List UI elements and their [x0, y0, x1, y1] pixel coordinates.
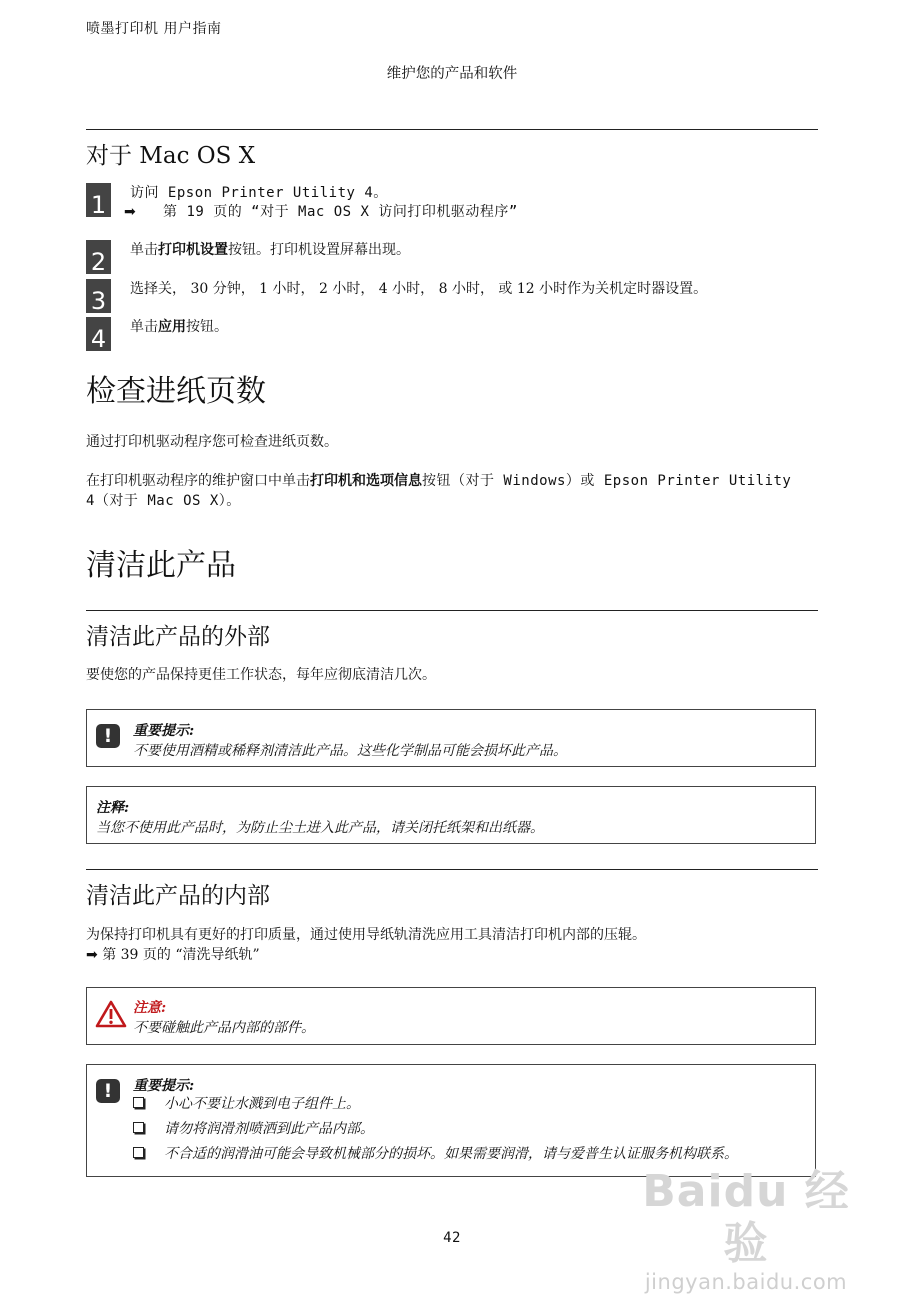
checkbox-bullet-icon: [133, 1122, 144, 1133]
section-title-mac: 对于 Mac OS X: [86, 143, 256, 169]
cross-reference-link[interactable]: 第 39 页的 “清洗导纸轨”: [102, 947, 260, 963]
paragraph-part: 在打印机驱动程序的维护窗口中单击: [86, 473, 310, 489]
important-notice-box: [86, 1064, 816, 1177]
exclamation-icon: !: [96, 1079, 120, 1103]
watermark-brand: Baidu 经验: [642, 1166, 850, 1269]
paragraph-part: 按钮（对于 Windows）或 Epson Printer Utility: [422, 473, 792, 489]
step-number: 2: [86, 240, 111, 274]
ui-term-printer-option-info: 打印机和选项信息: [310, 473, 422, 489]
step-text: [124, 184, 820, 222]
arrow-right-icon: ➡: [124, 204, 137, 220]
step-4-text: [130, 318, 820, 337]
note-text: 当您不使用此产品时，为防止尘土进入此产品，请关闭托纸架和出纸器。: [96, 820, 544, 836]
section-title-check-pages: 检查进纸页数: [86, 374, 266, 409]
chapter-title: 维护您的产品和软件: [386, 66, 518, 82]
step-3-text: 选择关， 30 分钟， 1 小时， 2 小时， 4 小时， 8 小时， 或 12 小时作为关机定时器设置。: [130, 281, 708, 297]
section-rule: [86, 129, 818, 130]
ui-term-apply: 应用: [158, 319, 186, 335]
arrow-right-icon: ➡: [86, 947, 98, 963]
exclamation-icon: !: [96, 724, 120, 748]
step-text-part: 按钮。打印机设置屏幕出现。: [228, 242, 410, 258]
important-text: 不要使用酒精或稀释剂清洁此产品。这些化学制品可能会损坏此产品。: [133, 743, 567, 759]
subsection-title-interior: 清洁此产品的内部: [86, 883, 270, 909]
step-2-text: [130, 241, 820, 260]
step-text-part: 单击: [130, 319, 158, 335]
list-item: [131, 1093, 811, 1118]
section-rule: [86, 869, 818, 870]
list-item-text: 不合适的润滑油可能会导致机械部分的损坏。如果需要润滑，请与爱普生认证服务机构联系。: [164, 1146, 738, 1162]
paragraph: 通过打印机驱动程序您可检查进纸页数。: [86, 434, 338, 450]
list-item-text: 请勿将润滑剂喷洒到此产品内部。: [164, 1121, 374, 1137]
checkbox-bullet-icon: [133, 1097, 144, 1108]
running-header: 喷墨打印机 用户指南: [86, 21, 222, 37]
note-label: 注释:: [96, 800, 130, 816]
paragraph: [86, 471, 821, 511]
subsection-title-exterior: 清洁此产品的外部: [86, 624, 270, 650]
step-number: 3: [86, 279, 111, 313]
list-item: [131, 1143, 811, 1168]
list-item-text: 小心不要让水溅到电子组件上。: [164, 1096, 360, 1112]
list-item: [131, 1118, 811, 1143]
step-1-text: 访问 Epson Printer Utility 4。: [130, 185, 388, 201]
warning-triangle-icon: [95, 1000, 127, 1028]
watermark-url: jingyan.baidu.com: [644, 1270, 848, 1294]
note-box: [86, 786, 816, 844]
section-rule: [86, 610, 818, 611]
caution-box: [86, 987, 816, 1045]
caution-label: 注意:: [133, 1000, 167, 1016]
cross-reference-link[interactable]: 第 19 页的 “对于 Mac OS X 访问打印机驱动程序”: [163, 204, 518, 220]
step-number: 4: [86, 317, 111, 351]
important-label: 重要提示:: [133, 723, 195, 739]
step-text-part: 按钮。: [186, 319, 228, 335]
important-label: 重要提示:: [133, 1078, 195, 1094]
paragraph: 要使您的产品保持更佳工作状态，每年应彻底清洁几次。: [86, 667, 436, 683]
ui-term-printer-settings: 打印机设置: [158, 242, 228, 258]
cross-reference[interactable]: [124, 203, 820, 222]
paragraph: [86, 925, 821, 965]
caution-text: 不要碰触此产品内部的部件。: [133, 1020, 315, 1036]
step-number: 1: [86, 183, 111, 217]
step-text-part: 单击: [130, 242, 158, 258]
paragraph-part: 4（对于 Mac OS X）。: [86, 493, 241, 509]
section-title-clean: 清洁此产品: [86, 548, 236, 583]
checkbox-bullet-icon: [133, 1147, 144, 1158]
cross-reference[interactable]: [86, 945, 821, 965]
paragraph-text: 为保持打印机具有更好的打印质量，通过使用导纸轨清洗应用工具清洁打印机内部的压辊。: [86, 927, 646, 943]
important-notice-box: [86, 709, 816, 767]
page-number: 42: [443, 1230, 461, 1246]
